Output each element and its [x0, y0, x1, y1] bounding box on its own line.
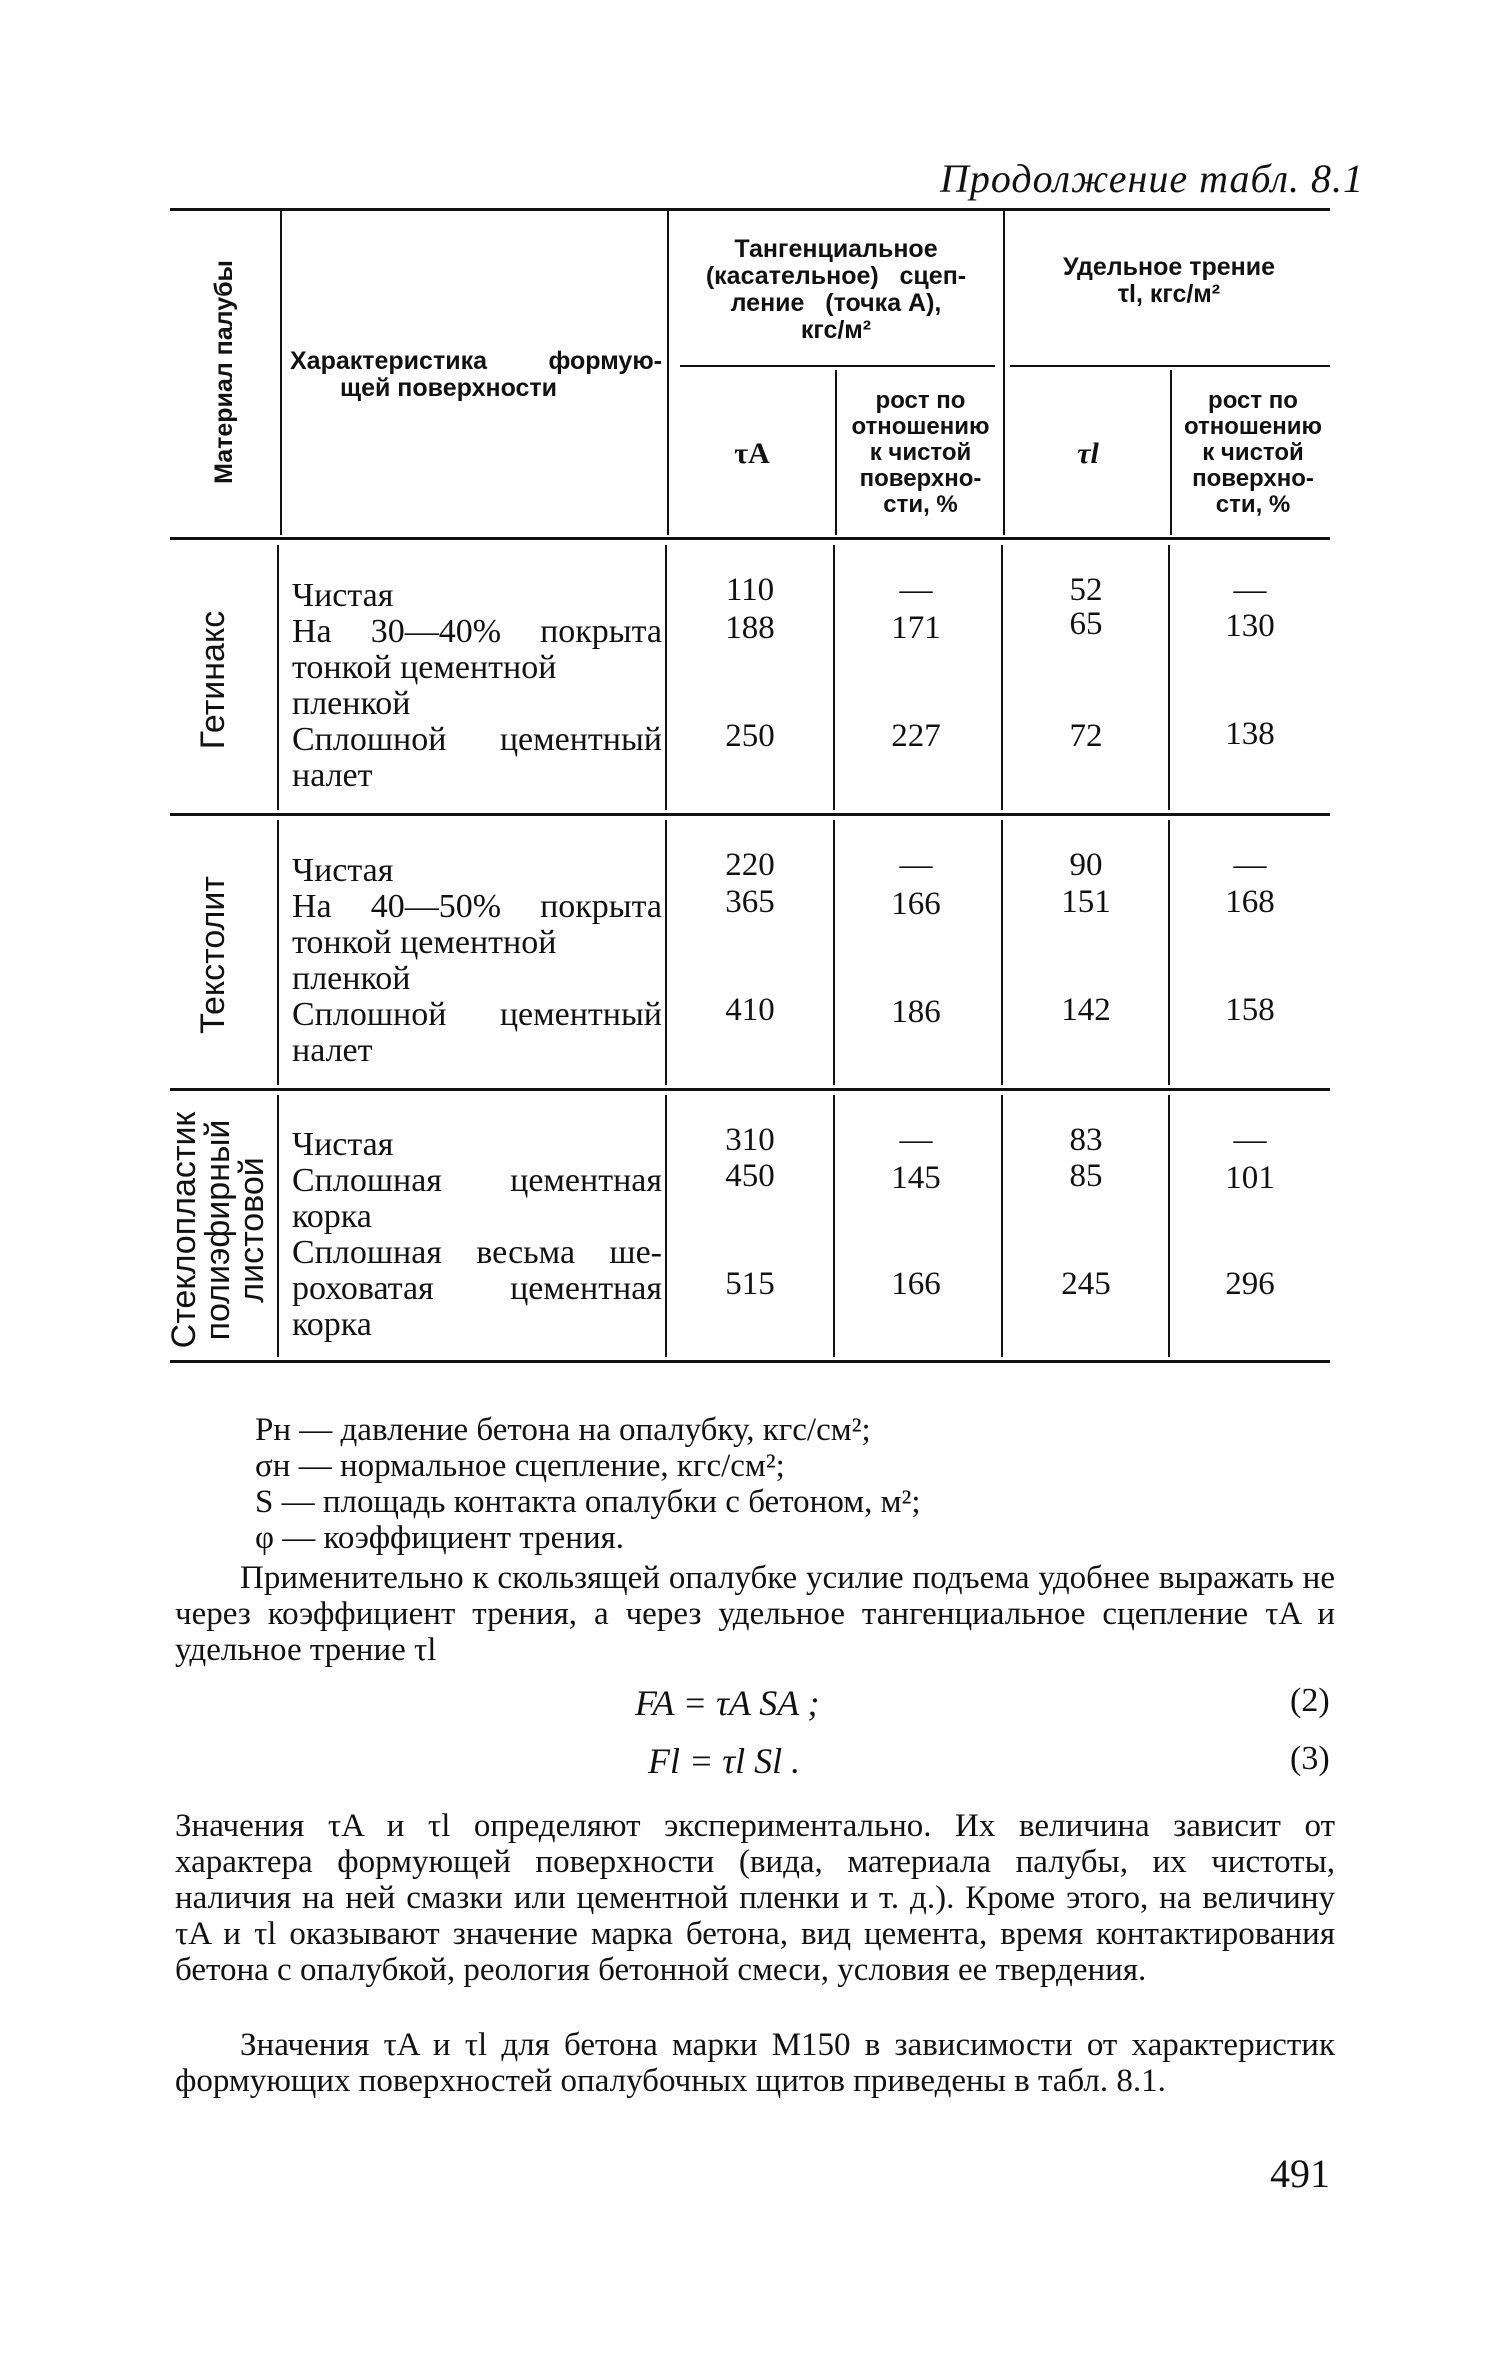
g3-r1-ta-growth: —: [899, 1122, 933, 1158]
desc-line: пленкой: [292, 960, 411, 997]
tangential-subheader-rule: [680, 365, 995, 367]
desc-line: На 40—50% покрыта: [292, 888, 662, 925]
growth-line4: поверхно-: [859, 465, 982, 492]
g1-r1-ta: 110: [725, 572, 775, 608]
header-tangential-line1: Тангенциальное: [734, 235, 938, 263]
header-material: Материал палубы: [210, 260, 238, 484]
g1-r3-ta-growth: 227: [891, 718, 941, 754]
growth-line5: сти, %: [883, 491, 958, 518]
g3-vline-2: [665, 1095, 667, 1357]
g1-r1-ta-growth: —: [899, 572, 933, 608]
desc-line: Чистая: [292, 577, 394, 614]
g2-r2-ta: 365: [725, 884, 775, 920]
growth-line3: к чистой: [869, 439, 972, 466]
g1-r3-ta: 250: [725, 718, 775, 754]
legend-s: S — площадь контакта опалубки с бетоном, м²;: [255, 1484, 921, 1520]
g3-r1-tl-growth: —: [1233, 1122, 1267, 1158]
formula-2: FA = τA SA ;: [635, 1683, 820, 1723]
material-fiberglass: [167, 1100, 277, 1360]
growth-line1: рост по: [1208, 387, 1298, 414]
g3-r1-ta: 310: [725, 1122, 775, 1158]
material-line: полиэфирный: [199, 1119, 237, 1341]
header-tangential-line4: кгс/м²: [800, 316, 872, 344]
g2-r2-ta-growth: 166: [891, 886, 941, 922]
g1-vline-3: [833, 545, 835, 810]
g1-r1-tl-growth: —: [1233, 572, 1267, 608]
header-specific-growth: [1173, 388, 1333, 518]
growth-line1: рост по: [875, 387, 966, 414]
growth-line2: отношению: [1183, 413, 1323, 440]
header-vline-2: [667, 210, 669, 535]
g3-r3-tl: 245: [1061, 1266, 1111, 1302]
desc-line: налет: [292, 1032, 373, 1069]
g3-r2-tl: 85: [1069, 1158, 1103, 1194]
header-bottom-rule: [170, 537, 1330, 540]
g3-vline-5: [1168, 1095, 1170, 1357]
g2-r2-tl: 151: [1061, 884, 1111, 920]
g2-r3-tl: 142: [1061, 992, 1111, 1028]
header-tangential-line2: (касательное) сцеп-: [705, 262, 967, 290]
g2-row2-desc: [292, 889, 662, 997]
header-tangential: [672, 236, 1000, 344]
g3-vline-4: [1001, 1095, 1003, 1357]
g1-r2-tl-growth: 130: [1225, 608, 1275, 644]
table-top-rule: [170, 208, 1330, 211]
g1-vline-2: [665, 545, 667, 810]
header-characteristic: [290, 348, 662, 402]
header-specific-line2: τl, кгс/м²: [1117, 280, 1221, 308]
g1-vline-1: [277, 545, 279, 810]
g2-vline-5: [1168, 820, 1170, 1085]
g2-r1-tl-growth: —: [1233, 847, 1267, 883]
g3-r2-tl-growth: 101: [1225, 1160, 1275, 1196]
g1-row2-desc: [292, 614, 662, 722]
g2-r2-tl-growth: 168: [1225, 884, 1275, 920]
header-tau-a: τA: [734, 437, 770, 470]
header-characteristic-line1: Характеристика формую-: [290, 347, 662, 375]
desc-line: тонкой цементной: [292, 649, 557, 686]
header-vline-5: [1170, 370, 1172, 535]
page-number: 491: [1270, 2151, 1330, 2196]
g2-row3-desc: [292, 997, 662, 1069]
g1-r3-tl: 72: [1069, 718, 1103, 754]
material-line: Стеклопластик: [165, 1111, 203, 1349]
formula-2-number: (2): [1290, 1682, 1330, 1719]
header-vline-1: [280, 210, 282, 535]
desc-line: Сплошная весьма ше-: [292, 1234, 662, 1271]
paragraph-2: Значения τA и τl определяют экспериментально. Их величина зависит от характера формующей поверхности (вида, материала палубы, их чистоты, наличия на ней смазки или цементной пленки и т. д.). Кроме этого, на величину τA и τl оказывают значение марка бетона, вид цемента, время контактирования бетона с опалубкой, реология бетонной смеси, условия ее твердения.: [175, 1808, 1335, 1988]
g1-r2-ta: 188: [725, 610, 775, 646]
g2-vline-2: [665, 820, 667, 1085]
growth-line3: к чистой: [1202, 439, 1304, 466]
table-bottom-rule: [170, 1360, 1330, 1363]
g3-r3-ta-growth: 166: [891, 1266, 941, 1302]
formula-3: Fl = τl Sl .: [648, 1741, 801, 1781]
header-tau-l: τl: [1077, 437, 1099, 470]
desc-line: Сплошная цементная: [292, 1162, 662, 1199]
desc-line: пленкой: [292, 685, 411, 722]
legend-sigma: σн — нормальное сцепление, кгс/см²;: [255, 1448, 785, 1484]
header-specific-line1: Удельное трение: [1062, 253, 1275, 281]
desc-line: роховатая цементная: [292, 1270, 662, 1307]
g2-vline-3: [833, 820, 835, 1085]
growth-line2: отношению: [851, 413, 990, 440]
g2-r1-ta-growth: —: [899, 847, 933, 883]
header-vline-3: [835, 370, 837, 535]
g1-r1-tl: 52: [1069, 572, 1103, 608]
material-getinax: Гетинакс: [194, 610, 232, 750]
g1-r2-tl: 65: [1069, 606, 1103, 642]
material-textolite: Текстолит: [194, 876, 232, 1034]
header-tangential-line3: ление (точка А),: [730, 289, 942, 317]
paragraph-3: Значения τA и τl для бетона марки М150 в зависимости от характеристик формующих поверхностей опалубочных щитов приведены в табл. 8.1.: [175, 2027, 1335, 2099]
g2-r3-ta-growth: 186: [891, 994, 941, 1030]
g2-row1-desc: [292, 853, 662, 889]
desc-line: корка: [292, 1198, 372, 1235]
g1-row3-desc: [292, 722, 662, 794]
g2-r1-tl: 90: [1069, 847, 1103, 883]
header-characteristic-line2: щей поверхности: [340, 374, 558, 402]
g3-r2-ta: 450: [725, 1158, 775, 1194]
g3-r3-ta: 515: [725, 1266, 775, 1302]
formula-3-number: (3): [1290, 1740, 1330, 1777]
table-caption: Продолжение табл. 8.1: [940, 156, 1365, 201]
desc-line: Чистая: [292, 852, 394, 889]
g3-r1-tl: 83: [1069, 1122, 1103, 1158]
desc-line: На 30—40% покрыта: [292, 613, 662, 650]
header-tangential-growth: [838, 388, 1003, 518]
g1-r2-ta-growth: 171: [891, 610, 941, 646]
desc-line: Чистая: [292, 1126, 394, 1163]
desc-line: тонкой цементной: [292, 924, 557, 961]
g2-r3-tl-growth: 158: [1225, 992, 1275, 1028]
g2-r3-ta: 410: [725, 992, 775, 1028]
g3-row2-desc: [292, 1163, 662, 1235]
g3-r2-ta-growth: 145: [891, 1160, 941, 1196]
g3-row3-desc: [292, 1235, 662, 1343]
desc-line: налет: [292, 757, 373, 794]
g3-r3-tl-growth: 296: [1225, 1266, 1275, 1302]
g1-vline-5: [1168, 545, 1170, 810]
legend-phi: φ — коэффициент трения.: [255, 1520, 625, 1556]
desc-line: Сплошной цементный: [292, 996, 662, 1033]
paragraph-1: Применительно к скользящей опалубке усилие подъема удобнее выражать не через коэффициент трения, а через удельное тангенциальное сцепление τA и удельное трение τl: [175, 1560, 1335, 1668]
g1-row1-desc: [292, 578, 662, 614]
desc-line: Сплошной цементный: [292, 721, 662, 758]
g2-vline-4: [1001, 820, 1003, 1085]
growth-line4: поверхно-: [1192, 465, 1314, 492]
g2-vline-1: [277, 820, 279, 1085]
header-specific: [1008, 254, 1330, 308]
group2-bottom-rule: [170, 1088, 1330, 1091]
g3-row1-desc: [292, 1127, 662, 1163]
header-vline-4: [1003, 210, 1005, 535]
desc-line: корка: [292, 1306, 372, 1343]
g1-vline-4: [1001, 545, 1003, 810]
g1-r3-tl-growth: 138: [1225, 716, 1275, 752]
g3-vline-3: [833, 1095, 835, 1357]
material-line: листовой: [233, 1157, 271, 1303]
growth-line5: сти, %: [1215, 491, 1291, 518]
specific-subheader-rule: [1010, 365, 1330, 367]
g2-r1-ta: 220: [725, 847, 775, 883]
group1-bottom-rule: [170, 813, 1330, 816]
g3-vline-1: [277, 1095, 279, 1357]
legend-p: Pн — давление бетона на опалубку, кгс/см²;: [255, 1412, 871, 1448]
